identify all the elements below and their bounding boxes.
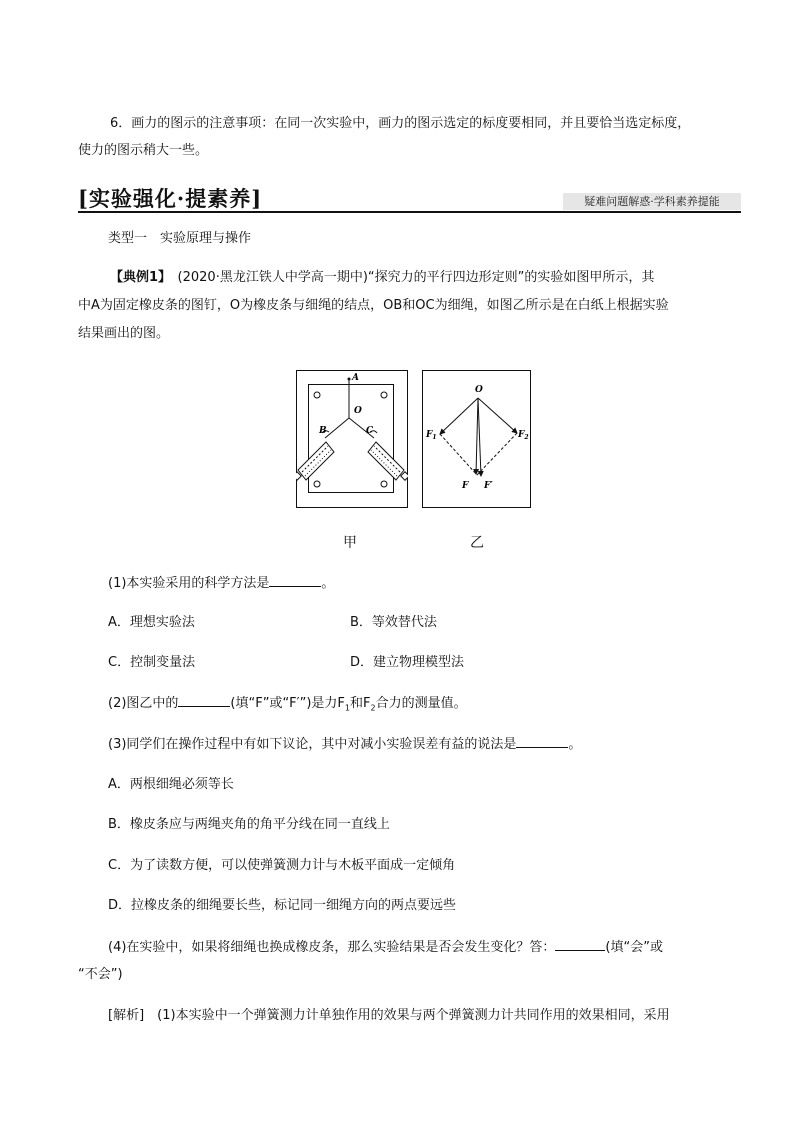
label-a: A [352, 373, 359, 383]
analysis-label: [解析] [108, 1008, 145, 1023]
figure-yi [422, 370, 531, 508]
q4-pre: (4)在实验中，如果将细绳也换成橡皮条，那么实验结果是否会发生变化？答： [108, 940, 556, 955]
label-o-right: O [475, 385, 483, 395]
vector-f1 [440, 398, 478, 434]
note-6-line-1: 6．画力的图示的注意事项：在同一次实验中，画力的图示选定的标度要相同，并且要恰当选定标度， [110, 116, 691, 131]
q1-stem-pre: (1)本实验采用的科学方法是 [108, 576, 270, 591]
example-line-2: 中A为固定橡皮条的图钉，O为橡皮条与细绳的结点，OB和OC为细绳，如图乙所示是在白纸上根据实验 [78, 298, 669, 313]
q1-option-d: D．建立物理模型法 [350, 655, 465, 670]
section-tag: 疑难问题解惑·学科素养提能 [563, 193, 741, 210]
figure-jia [296, 370, 408, 508]
q4-line-2: “不会”) [78, 967, 123, 982]
caption-jia: 甲 [343, 535, 357, 551]
q2-mid: (填“F”或“F′”)是力F [230, 696, 345, 711]
q1-stem [108, 573, 334, 595]
pin-br [381, 481, 387, 487]
label-f2 [517, 430, 529, 441]
section-divider [78, 211, 741, 213]
pin-tr [381, 392, 387, 398]
note-6-line-2: 使力的图示稍大一些。 [78, 143, 209, 158]
label-f1 [425, 430, 437, 441]
label-c: C [366, 426, 374, 436]
q1-option-b: B．等效替代法 [350, 615, 437, 630]
q3-option-d: D．拉橡皮条的细绳要长些，标记同一细绳方向的两点要远些 [108, 898, 457, 913]
pin-tl [314, 392, 320, 398]
label-f2-sub: 2 [524, 434, 529, 441]
dashed-right [477, 433, 517, 475]
label-f1-letter: F [426, 430, 433, 440]
q1-option-c: C．控制变量法 [108, 655, 196, 670]
q3-option-a: A．两根细绳必须等长 [108, 777, 234, 792]
q3-stem-post: 。 [568, 737, 582, 752]
analysis-line [108, 1005, 670, 1027]
string-ob [325, 418, 349, 438]
example-line-1 [110, 267, 654, 289]
spring-scale-right [368, 431, 408, 481]
label-f-prime: F′ [484, 481, 493, 491]
label-f2-letter: F [518, 430, 525, 440]
q4-blank [555, 938, 605, 951]
q4-line-1 [108, 937, 663, 959]
example-text-1: (2020·黑龙江铁人中学高一期中)“探究力的平行四边形定则”的实验如图甲所示，其 [164, 270, 655, 285]
type-heading: 类型一 实验原理与操作 [108, 231, 252, 246]
q4-post: (填“会”或 [605, 940, 663, 955]
vector-f [476, 398, 478, 474]
q1-option-a: A．理想实验法 [108, 615, 195, 630]
q2-and: 和F [349, 696, 371, 711]
q2-stem [108, 693, 467, 720]
q2-sub-2: 2 [370, 703, 376, 713]
q3-option-b: B．橡皮条应与两绳夹角的角平分线在同一直线上 [108, 817, 390, 832]
q3-blank [516, 735, 568, 748]
q2-blank [178, 694, 230, 707]
q2-pre: (2)图乙中的 [108, 696, 179, 711]
vector-f2 [478, 398, 517, 433]
pin-bl [314, 481, 320, 487]
example-label: 【典例1】 [110, 270, 165, 285]
spring-scale-left [296, 431, 334, 481]
section-title: [实验强化·提素养] [78, 186, 263, 211]
analysis-text: (1)本实验中一个弹簧测力计单独作用的效果与两个弹簧测力计共同作用的效果相同，采用 [144, 1008, 670, 1023]
label-b: B [319, 426, 327, 436]
q2-sub-1: 1 [344, 703, 350, 713]
dashed-left [440, 434, 477, 475]
label-f: F [462, 481, 469, 491]
caption-yi: 乙 [470, 535, 484, 551]
label-o-left: O [354, 406, 362, 416]
q3-stem-pre: (3)同学们在操作过程中有如下议论，其中对减小实验误差有益的说法是 [108, 737, 517, 752]
q2-post: 合力的测量值。 [375, 696, 467, 711]
example-line-3: 结果画出的图。 [78, 326, 170, 341]
label-f1-sub: 1 [432, 434, 437, 441]
q1-blank [269, 574, 321, 587]
vector-f-prime [478, 398, 481, 476]
q3-stem [108, 734, 581, 756]
q3-option-c: C．为了读数方便，可以使弹簧测力计与木板平面成一定倾角 [108, 858, 456, 873]
q1-stem-post: 。 [321, 576, 335, 591]
